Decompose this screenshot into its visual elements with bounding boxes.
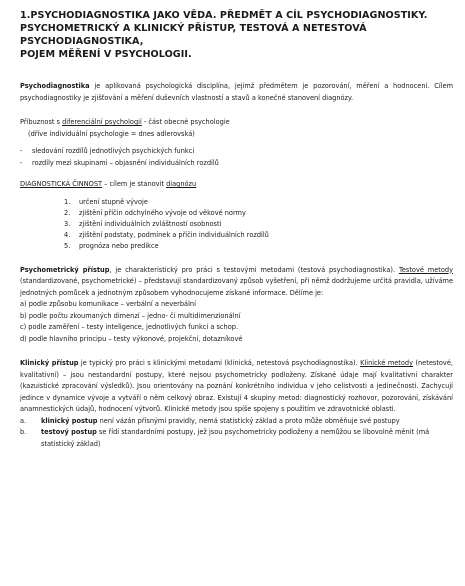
item-text: se řídí standardními postupy, jež jsou psychometricky podloženy a nemůžou se libovolně měnit (má statistický základ): [41, 428, 430, 448]
activity-steps: [20, 197, 453, 252]
clinical-term: Klinický přístup: [20, 359, 79, 367]
step-text: určení stupně vývoje: [79, 197, 148, 206]
step-text: prognóza nebo predikce: [79, 241, 159, 250]
psychometric-term: Psychometrický přístup: [20, 265, 110, 274]
relation-item-text: rozdíly mezi skupinami – objasnění individuálních rozdílů: [32, 158, 219, 167]
relation-item: [20, 146, 453, 158]
clinical-term-2: Klinické metody: [360, 359, 414, 367]
list-item: [64, 230, 453, 241]
item-marker: b.: [20, 428, 27, 436]
relation-item: [20, 158, 453, 170]
clinical-item: [20, 427, 453, 450]
dash-bullet: -: [20, 158, 23, 167]
psychometric-item: a) podle způsobu komunikace – verbální a neverbální: [20, 300, 196, 308]
activity-mid: – cílem je stanovit: [102, 180, 167, 188]
clinical-text-1: je typický pro práci s klinickými metodami (klinická, netestová psychodiagnostika).: [78, 359, 361, 367]
item-term: testový postup: [41, 428, 97, 436]
list-item: [64, 197, 453, 208]
psychometric-text-1: , je charakteristický pro práci s testovými metodami (testová psychodiagnostika).: [109, 265, 396, 274]
document-heading: [20, 9, 453, 61]
step-number: 3.: [64, 219, 71, 228]
item-marker: a.: [20, 416, 27, 425]
activity-heading: [20, 179, 453, 191]
step-number: 1.: [64, 197, 71, 206]
clinical-item: [20, 416, 453, 428]
psychometric-item: c) podle zaměření – testy inteligence, jednotlivých funkcí a schop.: [20, 323, 239, 331]
intro-term: Psychodiagnostika: [20, 82, 90, 90]
list-item: [64, 241, 453, 252]
item-text: není vázán přísnými pravidly, nemá statistický základ a proto může obměňuje své postupy: [97, 416, 400, 425]
psychometric-text-2: (standardizované, psychometrické) – představují standardizovaný způsob vyšetření, při němž dodržujeme určitá pravidla, užíváme jednotných pomůcek a jednotným způsobem vyhodnocujeme získané informace. Dělíme je:: [20, 277, 453, 297]
clinical-text-2: (netestové, kvalitativní) – jsou nestandardní postupy, které nejsou psychometricky podloženy. Získané údaje mají kvalitativní charakter (kazuistické zpracování výsledků). Jsou orientovány na poznání konkrétního individua v jeho celistvosti a jedinečnosti. Zachycují jedince v dynamice vývoje a vytváří o něm celkový obraz. Existují 4 skupiny metod: diagnostický rozhovor, pozorování, získávání anamnestických údajů, hodnocení výtvorů. Klinické metody jsou spíše spojeny s použitím ve zdravotnické oblasti.: [20, 359, 453, 413]
step-text: zjištění individuálních zvláštností osobnosti: [79, 219, 222, 228]
relation-note: (dříve individuální psychologie = dnes adlerovská): [28, 129, 195, 138]
activity-title: DIAGNOSTICKÁ ČINNOST: [20, 180, 103, 188]
psychometric-term-2: Testové metody: [398, 265, 453, 274]
clinical-paragraph: [20, 358, 453, 416]
intro-text: je aplikovaná psychologická disciplína, jejímž předmětem je pozorování, měření a hodnocení. Cílem psychodiagnostiky je zjišťování a měření duševních vlastností a stavů a konečné stanovení diagnózy.: [20, 82, 453, 102]
step-text: zjištění podstaty, podmínek a příčin individuálních rozdílů: [79, 230, 269, 239]
step-number: 2.: [64, 208, 71, 217]
list-item: [64, 219, 453, 230]
relation-suffix: - část obecné psychologie: [141, 118, 230, 126]
heading-line-1: 1.PSYCHODIAGNOSTIKA JAKO VĚDA. PŘEDMĚT A CÍL PSYCHODIAGNOSTIKY.: [20, 10, 428, 21]
list-item: [64, 208, 453, 219]
relation-prefix: Příbuznost s: [20, 118, 63, 126]
relation-item-text: sledování rozdílů jednotlivých psychických funkcí: [32, 147, 195, 155]
heading-line-2: PSYCHOMETRICKÝ A KLINICKÝ PŘÍSTUP, TESTOVÁ A NETESTOVÁ PSYCHODIAGNOSTIKA,: [20, 23, 367, 47]
step-number: 4.: [64, 230, 71, 239]
item-term: klinický postup: [41, 416, 98, 425]
step-text: zjištění příčin odchylného vývoje od věkové normy: [79, 208, 246, 217]
dash-bullet: -: [20, 147, 23, 155]
psychometric-item: d) podle hlavního principu – testy výkonové, projekční, dotazníkové: [20, 334, 243, 343]
step-number: 5.: [64, 241, 71, 250]
heading-line-3: POJEM MĚŘENÍ V PSYCHOLOGII.: [20, 49, 192, 60]
activity-target: diagnózu: [166, 180, 197, 188]
psychometric-item: b) podle počtu zkoumaných dimenzí – jedno- či multidimenzionální: [20, 311, 241, 320]
relation-line: [20, 117, 453, 129]
relation-link: diferenciální psychologií: [62, 118, 142, 126]
intro-paragraph: [20, 81, 453, 104]
psychometric-paragraph: [20, 265, 453, 300]
